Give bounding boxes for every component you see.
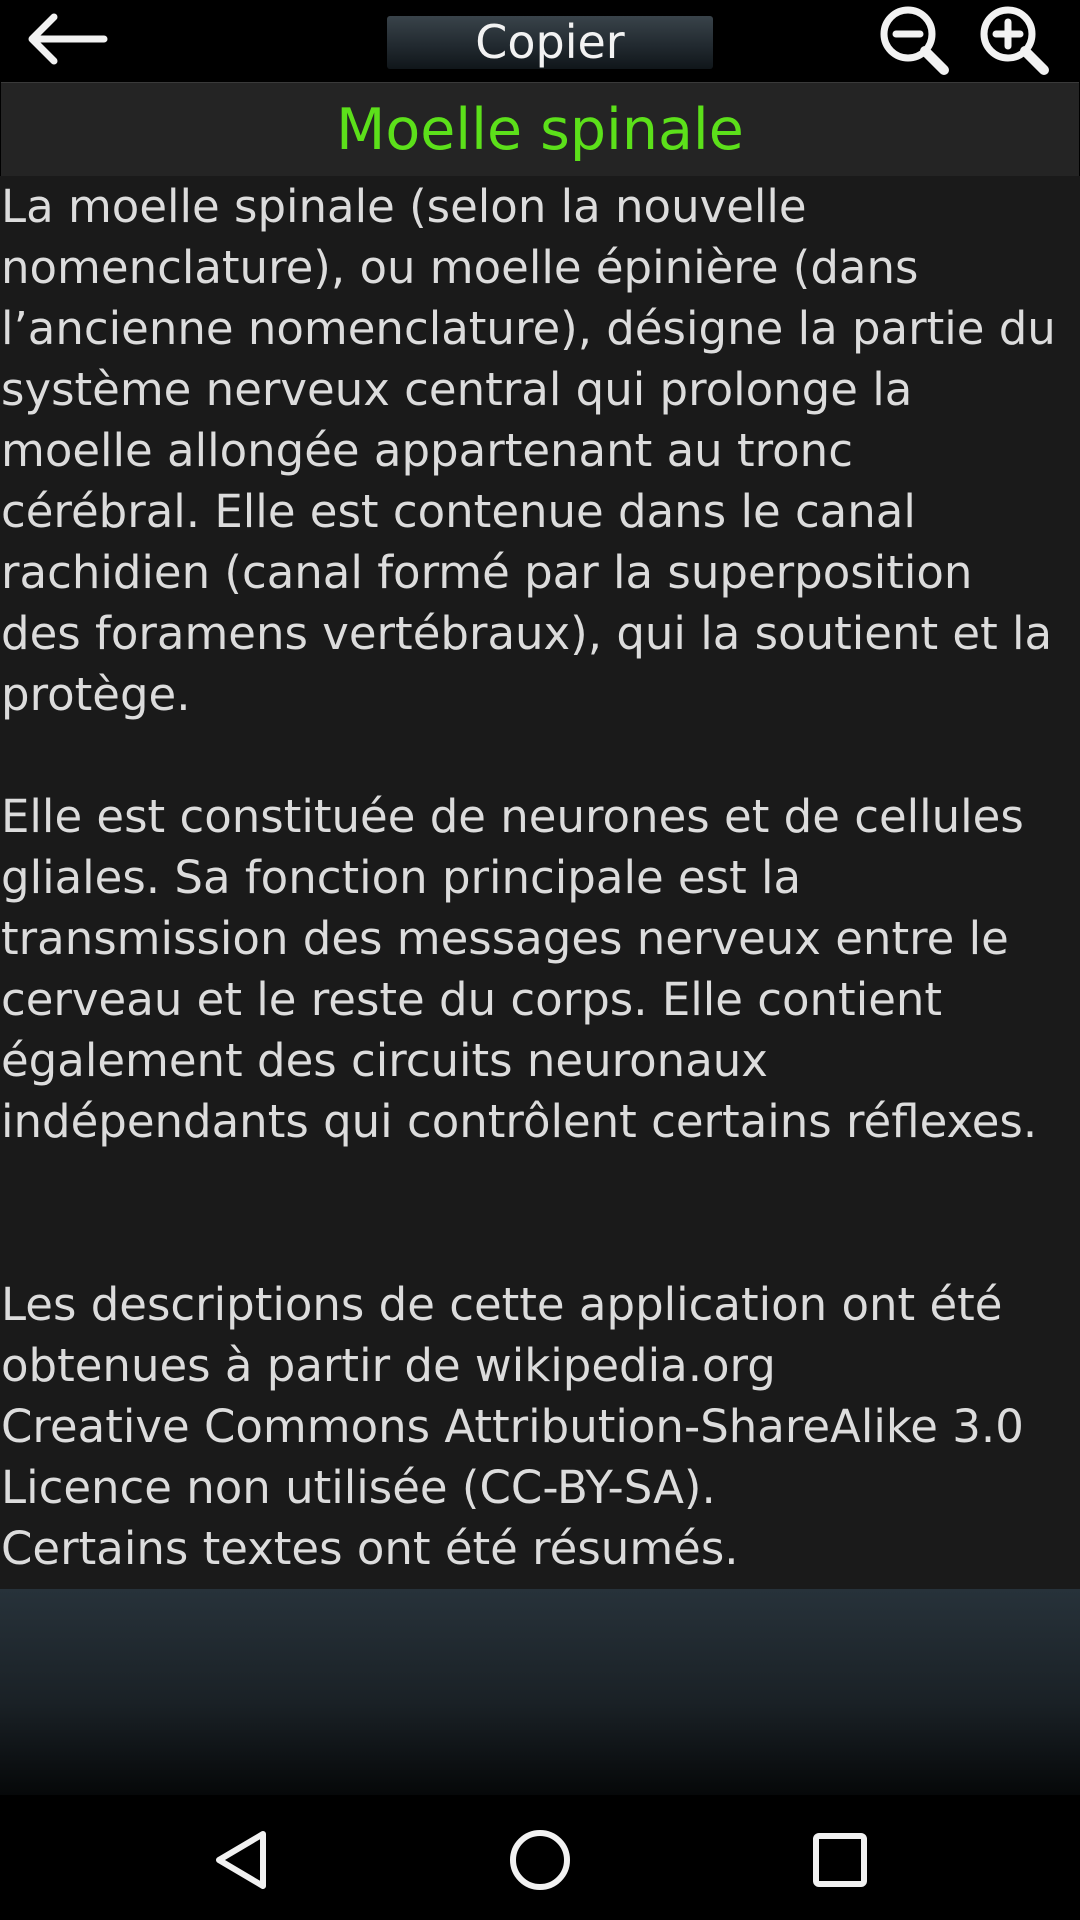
text-line: moelle allongée appartenant au tronc: [1, 424, 853, 477]
text-line: cerveau et le reste du corps. Elle contient: [1, 973, 943, 1026]
text-line: obtenues à partir de wikipedia.org: [1, 1339, 776, 1392]
text-line: également des circuits neuronaux: [1, 1034, 768, 1087]
text-line: Les descriptions de cette application ont été: [1, 1278, 1003, 1331]
title-bar: [1, 82, 1079, 176]
nav-home-button[interactable]: [485, 1805, 595, 1915]
top-toolbar: [0, 0, 1080, 80]
paragraph-spacer: [0, 725, 1080, 786]
zoom-in-button[interactable]: [972, 2, 1056, 78]
text-line: cérébral. Elle est contenue dans le canal: [1, 485, 916, 538]
nav-back-triangle-icon: [211, 1828, 271, 1892]
copy-button[interactable]: Copier: [387, 16, 713, 69]
text-line: protège.: [1, 668, 191, 721]
text-line: l’ancienne nomenclature), désigne la partie du: [1, 302, 1056, 355]
back-button[interactable]: [18, 6, 114, 72]
page-title: Moelle spinale: [336, 97, 744, 163]
text-line: transmission des messages nerveux entre le: [1, 912, 1009, 965]
text-line: Licence non utilisée (CC-BY-SA).: [1, 1461, 716, 1514]
system-navigation-bar: [0, 1795, 1080, 1920]
nav-back-button[interactable]: [186, 1805, 296, 1915]
text-line: système nerveux central qui prolonge la: [1, 363, 913, 416]
zoom-in-icon: [978, 4, 1050, 76]
paragraph-spacer: [0, 1152, 1080, 1274]
nav-home-circle-icon: [508, 1828, 572, 1892]
text-line: des foramens vertébraux), qui la soutient et la: [1, 607, 1053, 660]
text-line: La moelle spinale (selon la nouvelle: [1, 180, 807, 233]
text-line: nomenclature), ou moelle épinière (dans: [1, 241, 919, 294]
nav-recents-button[interactable]: [785, 1805, 895, 1915]
text-line: Creative Commons Attribution-ShareAlike 3.0: [1, 1400, 1024, 1453]
text-line: Certains textes ont été résumés.: [1, 1522, 739, 1575]
bottom-background: [0, 1589, 1080, 1795]
credits-paragraph: [0, 1274, 1080, 1579]
text-line: gliales. Sa fonction principale est la: [1, 851, 802, 904]
article-content[interactable]: [0, 176, 1080, 1589]
text-line: rachidien (canal formé par la superposition: [1, 546, 973, 599]
nav-recents-square-icon: [812, 1832, 868, 1888]
text-line: Elle est constituée de neurones et de cellules: [1, 790, 1024, 843]
text-line: indépendants qui contrôlent certains réflexes.: [1, 1095, 1038, 1148]
article-paragraph-2: [0, 786, 1080, 1152]
arrow-left-icon: [24, 11, 108, 67]
zoom-out-button[interactable]: [872, 2, 956, 78]
article-paragraph-1: [0, 176, 1080, 725]
zoom-out-icon: [878, 4, 950, 76]
